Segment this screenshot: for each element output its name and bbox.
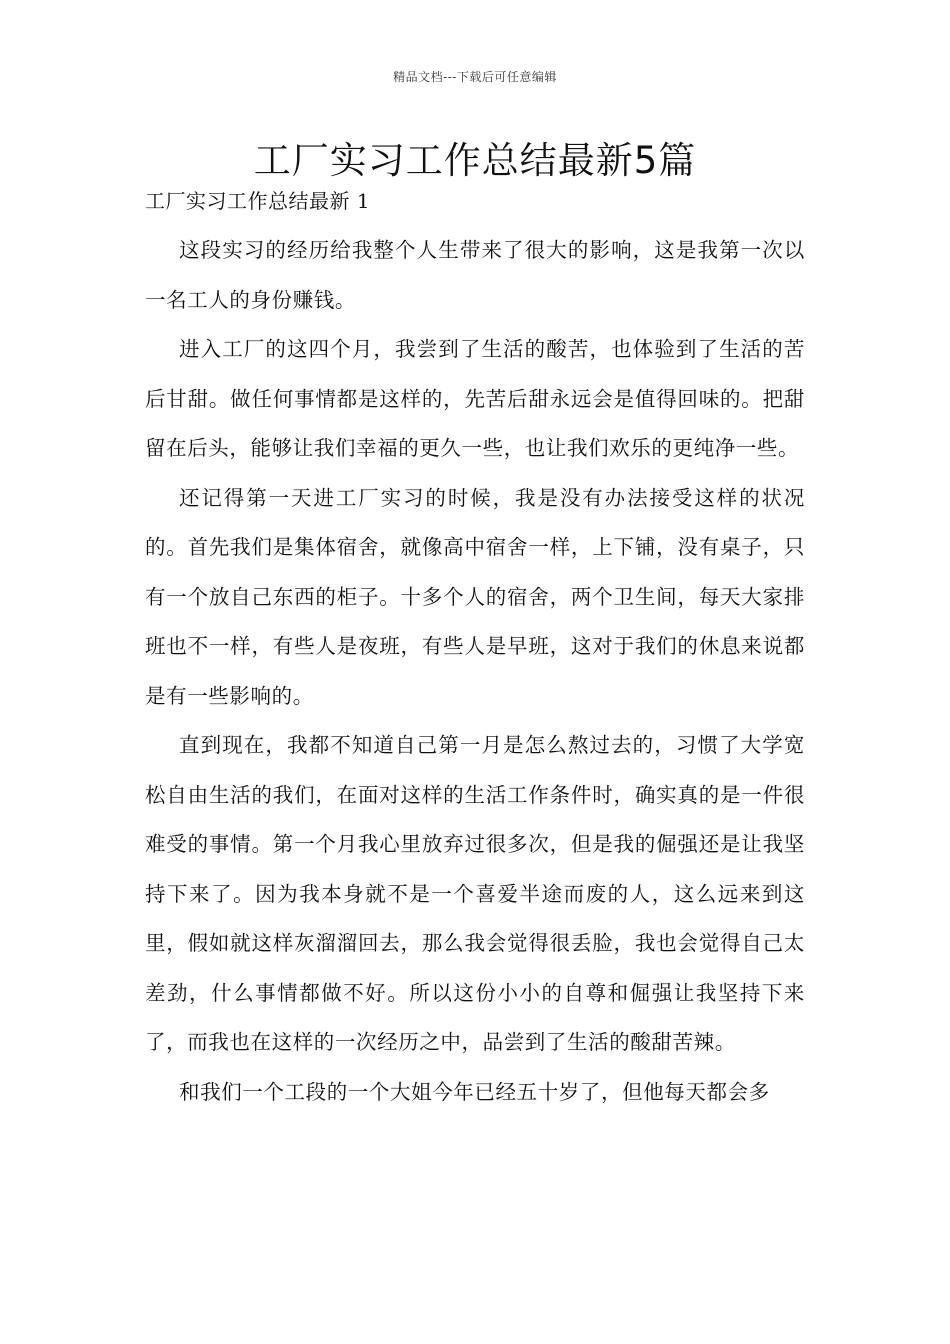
document-title: 工厂实习工作总结最新5篇 [253,139,697,182]
paragraph: 这段实习的经历给我整个人生带来了很大的影响，这是我第一次以一名工人的身份赚钱。 [145,238,805,312]
paragraph: 和我们一个工段的一个大姐今年已经五十岁了，但他每天都会多 [179,1079,770,1104]
paragraph: 直到现在，我都不知道自己第一月是怎么熬过去的，习惯了大学宽松自由生活的我们，在面对这样的生活工作条件时，确实真的是一件很难受的事情。第一个月我心里放弃过很多次，但是我的倔强还是让我坚持下来了。因为我本身就不是一个喜爱半途而废的人，这么远来到这里，假如就这样灰溜溜回去，那么我会觉得很丢脸，我也会觉得自己太差劲，什么事情都做不好。所以这份小小的自尊和倔强让我坚持下来了，而我也在这样的一次经历之中，品尝到了生活的酸甜苦辣。 [145,733,805,1054]
paragraph: 还记得第一天进工厂实习的时候，我是没有办法接受这样的状况的。首先我们是集体宿舍，就像高中宿舍一样，上下铺，没有桌子，只有一个放自己东西的柜子。十多个人的宿舍，两个卫生间，每天大家排班也不一样，有些人是夜班，有些人是早班，这对于我们的休息来说都是有一些影响的。 [145,485,805,708]
page-header: 精品文档---下载后可任意编辑 [393,70,557,84]
section-heading: 工厂实习工作总结最新 1 [145,189,371,213]
document-body [145,226,805,1117]
paragraph: 进入工厂的这四个月，我尝到了生活的酸苦，也体验到了生活的苦后甘甜。做任何事情都是这样的，先苦后甜永远会是值得回味的。把甜留在后头，能够让我们幸福的更久一些，也让我们欢乐的更纯净一些。 [145,337,805,460]
